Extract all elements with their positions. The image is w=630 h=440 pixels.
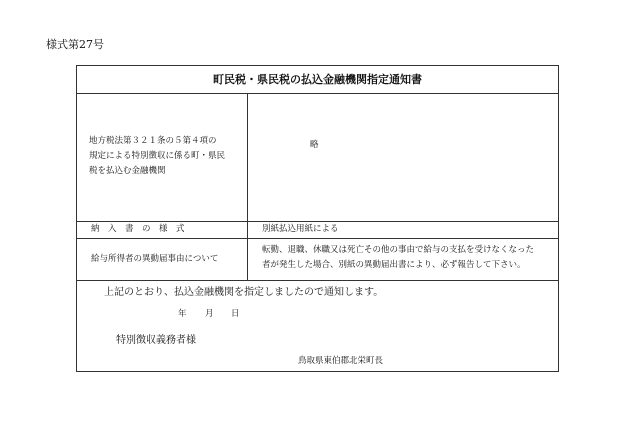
payment-slip-value: 別紙払込用紙による — [262, 224, 339, 234]
form-title: 町民税・県民税の払込金融機関指定通知書 — [213, 73, 422, 86]
recipient: 特別徴収義務者様 — [116, 335, 196, 346]
change-notice-value — [262, 243, 558, 273]
column-divider — [247, 93, 248, 280]
institution-label — [89, 134, 239, 179]
change-notice-line: 者が発生した場合、別紙の異動届出書により、必ず報告して下さい。 — [262, 260, 526, 270]
institution-label-line: 規定による特別徴収に係る町・県民 — [89, 151, 226, 161]
form-number: 様式第27号 — [46, 38, 104, 51]
institution-label-line: 税を払込む金融機関 — [89, 166, 166, 176]
payment-slip-label: 納 入 書 の 様 式 — [91, 224, 185, 234]
notice-statement: 上記のとおり、払込金融機関を指定しましたので通知します。 — [104, 287, 384, 298]
date-month: 月 — [205, 309, 214, 319]
notification-form — [76, 65, 559, 372]
row-divider-change — [77, 280, 558, 281]
change-notice-line: 転勤、退職、休職又は死亡その他の事由で給与の支払を受けなくなった — [262, 245, 535, 255]
row-divider-payment — [77, 238, 558, 239]
change-notice-label: 給与所得者の異動届事由について — [91, 254, 219, 264]
institution-value: 略 — [310, 140, 319, 150]
date-year: 年 — [178, 309, 187, 319]
title-divider — [77, 93, 558, 94]
institution-label-line: 地方税法第３２１条の５第４項の — [89, 136, 217, 146]
issuer: 鳥取県東伯郡北栄町長 — [298, 356, 384, 366]
date-day: 日 — [231, 309, 240, 319]
